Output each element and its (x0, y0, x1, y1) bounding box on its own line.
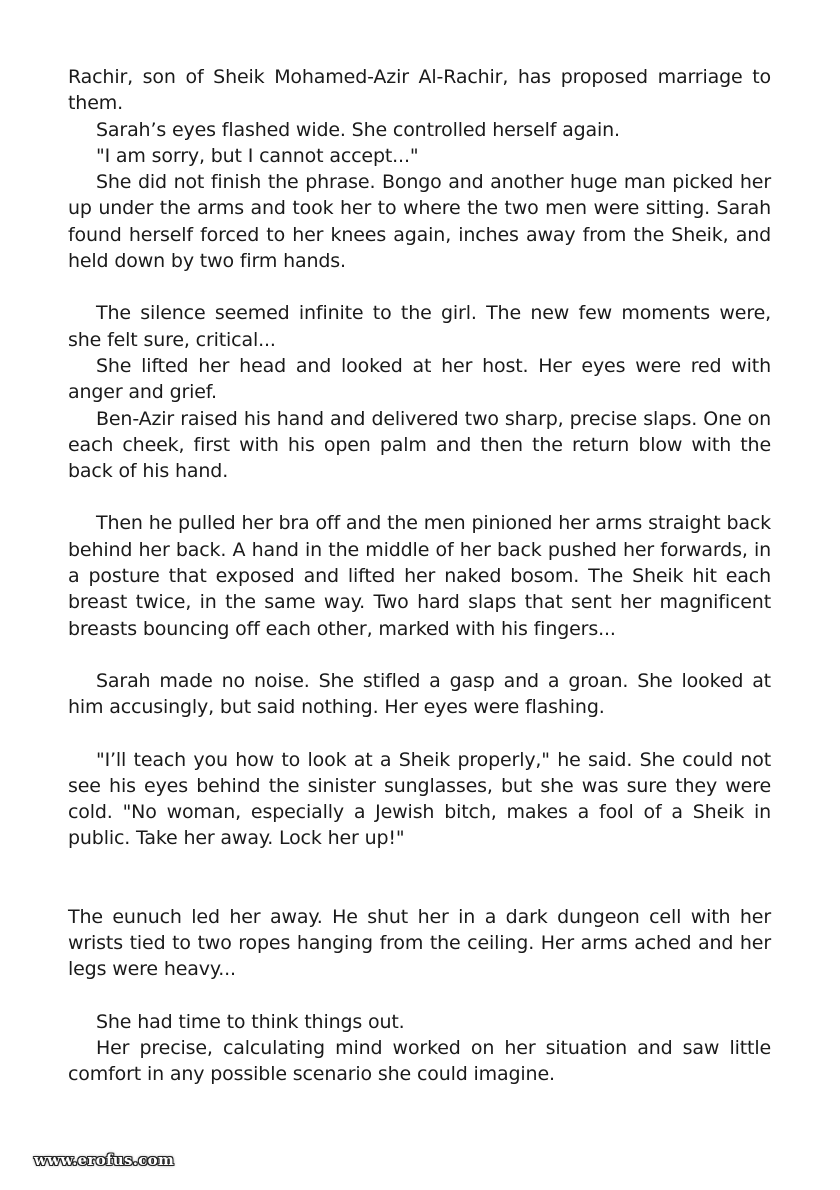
paragraph-12: She had time to think things out. (96, 1010, 405, 1033)
watermark: www.erofus.com (34, 1151, 175, 1169)
paragraph-11: The eunuch led her away. He shut her in a dark dungeon cell with her wrists tied to two ropes hanging from the ceiling. Her arms ached and her legs were heavy... (68, 905, 771, 981)
paragraph-2: Sarah’s eyes flashed wide. She controlled herself again. (96, 118, 620, 141)
paragraph-1: Rachir, son of Sheik Mohamed-Azir Al-Rachir, has proposed marriage to them. (68, 66, 771, 115)
paragraph-7: Ben-Azir raised his hand and delivered two sharp, precise slaps. One on each cheek, first with his open palm and then the return blow with the back of his hand. (68, 407, 771, 483)
page-text (68, 64, 771, 1088)
paragraph-8: Then he pulled her bra off and the men pinioned her arms straight back behind her back. A hand in the middle of her back pushed her forwards, in a posture that exposed and lifted her naked bosom. The Sheik hit each breast twice, in the same way. Two hard slaps that sent her magnificent breasts bouncing off each other, marked with his fingers... (68, 512, 771, 640)
paragraph-13: Her precise, calculating mind worked on her situation and saw little comfort in any possible scenario she could imagine. (68, 1036, 771, 1086)
paragraph-6: She lifted her head and looked at her host. Her eyes were red with anger and grief. (68, 354, 771, 404)
paragraph-3: "I am sorry, but I cannot accept..." (96, 144, 419, 167)
paragraph-4: She did not finish the phrase. Bongo and another huge man picked her up under the arms and took her to where the two men were sitting. Sarah found herself forced to her knees again, inches away from the Sheik, and held down by two firm hands. (68, 171, 771, 273)
paragraph-10: "I’ll teach you how to look at a Sheik properly," he said. She could not see his eyes behind the sinister sunglasses, but she was sure they were cold. "No woman, especially a Jewish bitch, makes a fool of a Sheik in public. Take her away. Lock her up!" (68, 748, 771, 850)
paragraph-9: Sarah made no noise. She stifled a gasp and a groan. She looked at him accusingly, but said nothing. Her eyes were flashing. (68, 669, 771, 719)
paragraph-5: The silence seemed infinite to the girl. The new few moments were, she felt sure, critical... (68, 302, 771, 351)
